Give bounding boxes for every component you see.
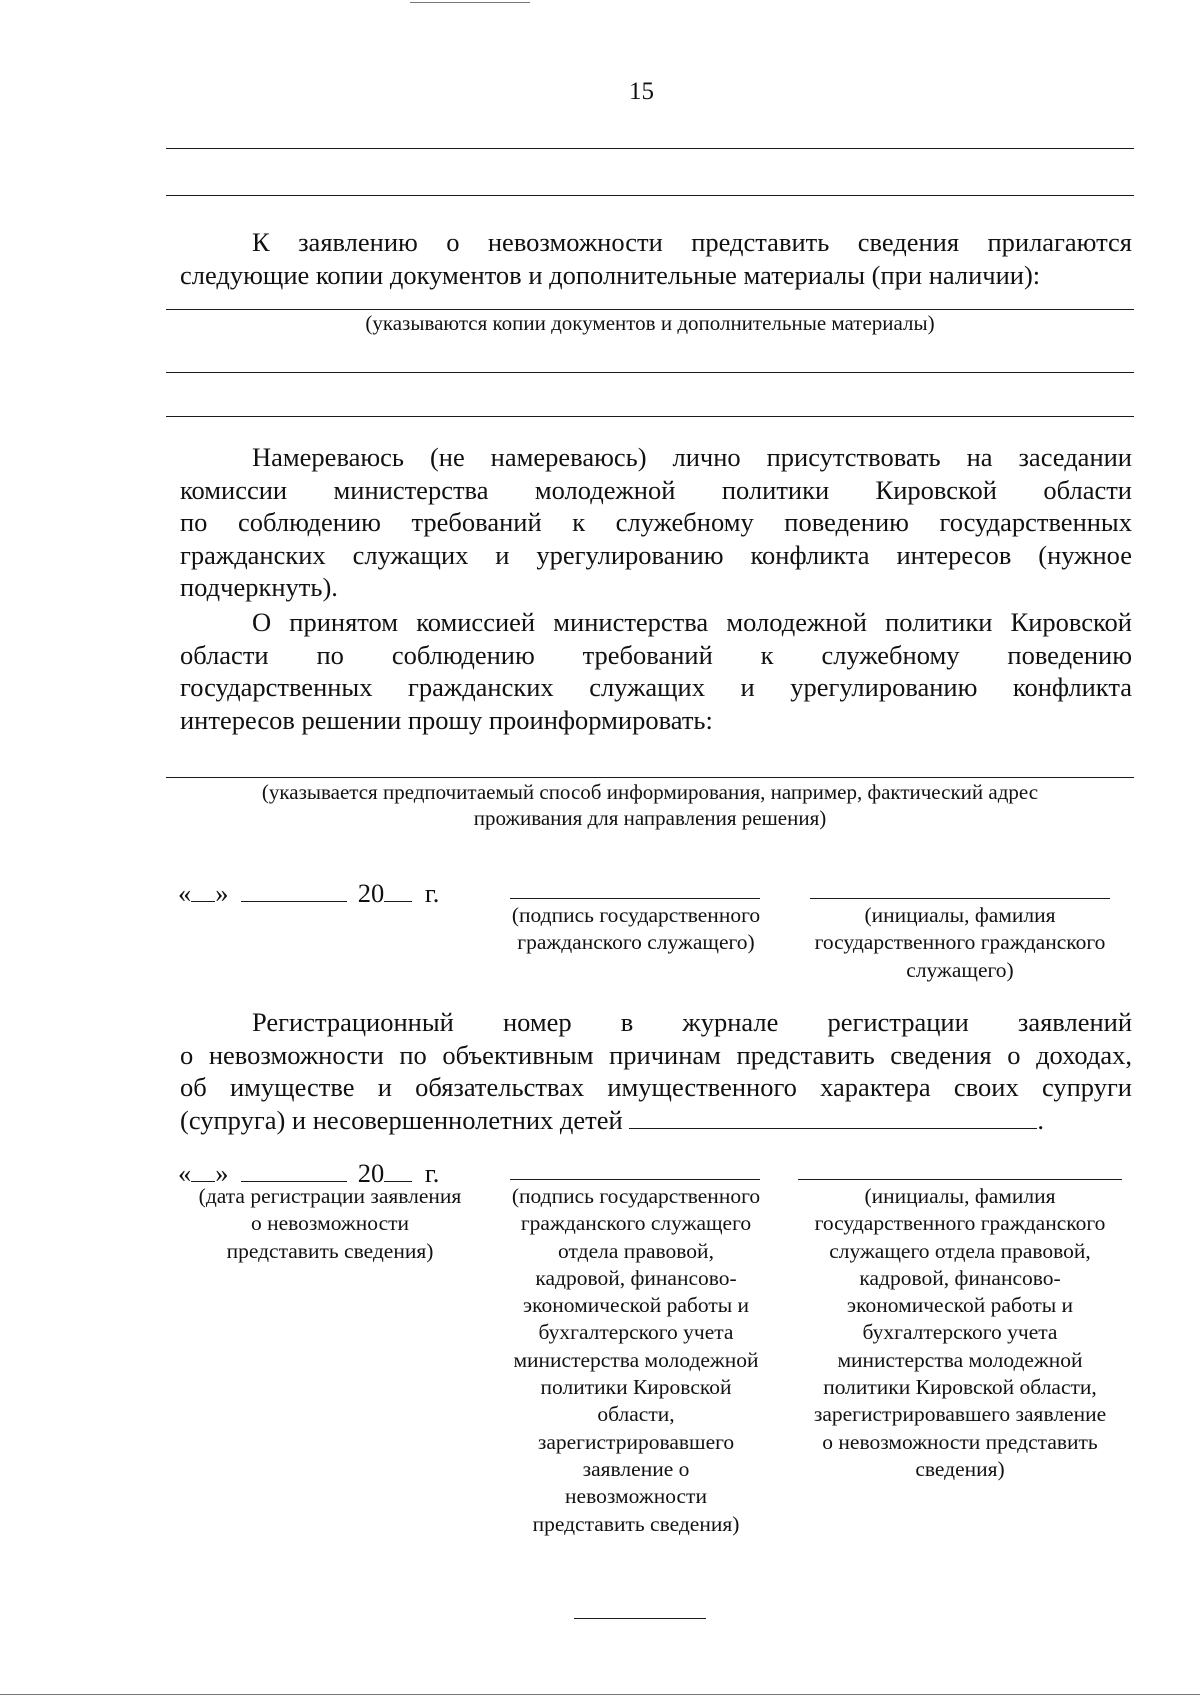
date-close-quote: » — [215, 878, 229, 908]
name-caption-2-line-7: министерства молодежной — [837, 1347, 1083, 1372]
registration-line-1: Регистрационный номер в журнале регистрации заявлений — [252, 1007, 1132, 1037]
signature-line-1 — [510, 898, 760, 899]
name-caption-1-line-2: государственного гражданского — [814, 930, 1106, 955]
decision-line-2: области по соблюдению требований к служебному поведению — [180, 639, 1132, 670]
decision-caption-line-1: (указывается предпочитаемый способ информирования, например, фактический адрес — [261, 780, 1039, 804]
signature-caption-1-line-2: гражданского служащего) — [517, 930, 755, 955]
scan-artifact-top — [410, 2, 530, 3]
signature-caption-2-line-6: бухгалтерского учета — [538, 1320, 734, 1345]
name-caption-2-line-5: экономической работы и — [846, 1293, 1074, 1318]
date-caption-2-line-3: представить сведения) — [226, 1238, 434, 1263]
decision-paragraph — [180, 606, 1132, 736]
name-caption-2-line-6: бухгалтерского учета — [862, 1320, 1058, 1345]
signature-caption-2-line-12: невозможности — [565, 1484, 707, 1509]
intent-line-1: Намереваюсь (не намереваюсь) лично присутствовать на заседании — [252, 442, 1132, 472]
name-caption-1-line-3: служащего) — [906, 957, 1014, 982]
date-year-suffix-2: г. — [424, 1158, 440, 1188]
name-caption-2-line-9: зарегистрировавшего заявление — [813, 1402, 1107, 1427]
intent-paragraph — [180, 441, 1132, 604]
closing-separator — [574, 1618, 706, 1619]
date-field-1 — [178, 878, 439, 908]
registration-line-4 — [180, 1104, 1132, 1137]
name-caption-2-line-2: государственного гражданского — [814, 1211, 1106, 1236]
date-month-blank-2 — [241, 1159, 347, 1182]
name-caption-2-line-11: сведения) — [915, 1456, 1005, 1481]
registration-end-punct: . — [1037, 1104, 1044, 1135]
date-year-blank — [384, 879, 412, 902]
signature-caption-2-line-13: представить сведения) — [532, 1511, 740, 1536]
signature-caption-2-line-3: отдела правовой, — [558, 1238, 714, 1263]
date-caption-2-line-1: (дата регистрации заявления — [198, 1184, 462, 1208]
decision-caption — [166, 779, 1134, 831]
date-close-quote-2: » — [215, 1158, 229, 1188]
date-caption-2-line-2: о невозможности — [250, 1211, 410, 1236]
signature-caption-2 — [488, 1183, 784, 1538]
name-caption-2-line-8: политики Кировской области, — [823, 1375, 1097, 1400]
attachments-line-1: К заявлению о невозможности представить сведения прилагаются — [252, 227, 1132, 257]
signature-caption-2-line-8: политики Кировской — [540, 1375, 732, 1400]
signature-caption-2-line-11: заявление о — [582, 1456, 690, 1481]
page-number: 15 — [629, 78, 654, 105]
name-caption-2-line-4: кадровой, финансово- — [859, 1265, 1061, 1290]
registration-line-3: об имуществе и обязательствах имущественного характера своих супруги — [180, 1072, 1132, 1102]
name-caption-1 — [786, 902, 1134, 984]
signature-caption-1-line-1: (подпись государственного — [511, 903, 761, 927]
signature-caption-2-line-2: гражданского служащего — [520, 1211, 752, 1236]
date-year-blank-2 — [384, 1159, 412, 1182]
date-century: 20 — [357, 878, 385, 908]
date-open-quote: « — [178, 878, 192, 908]
intent-line-5: подчеркнуть). — [180, 572, 338, 602]
signature-caption-2-line-1: (подпись государственного — [511, 1184, 761, 1208]
decision-line-1: О принятом комиссией министерства молодежной политики Кировской — [252, 607, 1132, 637]
name-caption-2-line-10: о невозможности представить — [822, 1429, 1098, 1454]
signature-caption-2-line-10: зарегистрировавшего — [537, 1429, 735, 1454]
signature-line-2 — [510, 1179, 760, 1180]
intent-line-3: по соблюдению требований к служебному поведению государственных — [180, 507, 1132, 537]
signature-caption-2-line-9: области, — [597, 1402, 675, 1427]
name-caption-2 — [786, 1183, 1134, 1483]
date-century-2: 20 — [357, 1158, 385, 1188]
date-day-blank-2 — [191, 1159, 215, 1182]
date-open-quote-2: « — [178, 1158, 192, 1188]
decision-caption-line-2: проживания для направления решения) — [473, 806, 827, 830]
blank-line-1 — [166, 148, 1134, 149]
name-caption-1-line-1: (инициалы, фамилия — [864, 903, 1056, 927]
registration-line-4-text: (супруга) и несовершеннолетних детей — [180, 1104, 623, 1135]
decision-line-4: интересов решении прошу проинформировать: — [180, 704, 713, 735]
name-line-2 — [798, 1179, 1122, 1180]
signature-caption-2-line-4: кадровой, финансово- — [535, 1265, 737, 1290]
attachments-caption: (указываются копии документов и дополнительные материалы) — [365, 311, 935, 335]
name-line-1 — [810, 898, 1110, 899]
registration-line-2: о невозможности по объективным причинам представить сведения о доходах, — [180, 1039, 1132, 1070]
date-month-blank — [241, 879, 347, 902]
registration-paragraph — [180, 1006, 1132, 1136]
attachments-blank-line-1 — [166, 372, 1134, 373]
date-year-suffix: г. — [424, 878, 440, 908]
decision-fill-line — [166, 777, 1134, 778]
scan-artifact-bottom — [0, 1694, 1200, 1695]
name-caption-2-line-3: служащего отдела правовой, — [829, 1238, 1091, 1263]
decision-line-3: государственных гражданских служащих и урегулированию конфликта — [180, 672, 1132, 702]
attachments-line-2: следующие копии документов и дополнительные материалы (при наличии): — [180, 259, 1041, 290]
name-caption-2-line-1: (инициалы, фамилия — [864, 1184, 1056, 1208]
signature-caption-1 — [488, 902, 784, 957]
intent-line-4: гражданских служащих и урегулированию конфликта интересов (нужное — [180, 539, 1132, 570]
signature-caption-2-line-5: экономической работы и — [522, 1293, 750, 1318]
attachments-paragraph — [180, 226, 1132, 291]
blank-line-2 — [166, 195, 1134, 196]
signature-caption-2-line-7: министерства молодежной — [513, 1347, 759, 1372]
date-caption-2 — [174, 1183, 486, 1265]
date-day-blank — [191, 879, 215, 902]
intent-line-2: комиссии министерства молодежной политики Кировской области — [180, 474, 1132, 505]
registration-number-blank — [629, 1106, 1037, 1129]
attachments-blank-line-2 — [166, 416, 1134, 417]
